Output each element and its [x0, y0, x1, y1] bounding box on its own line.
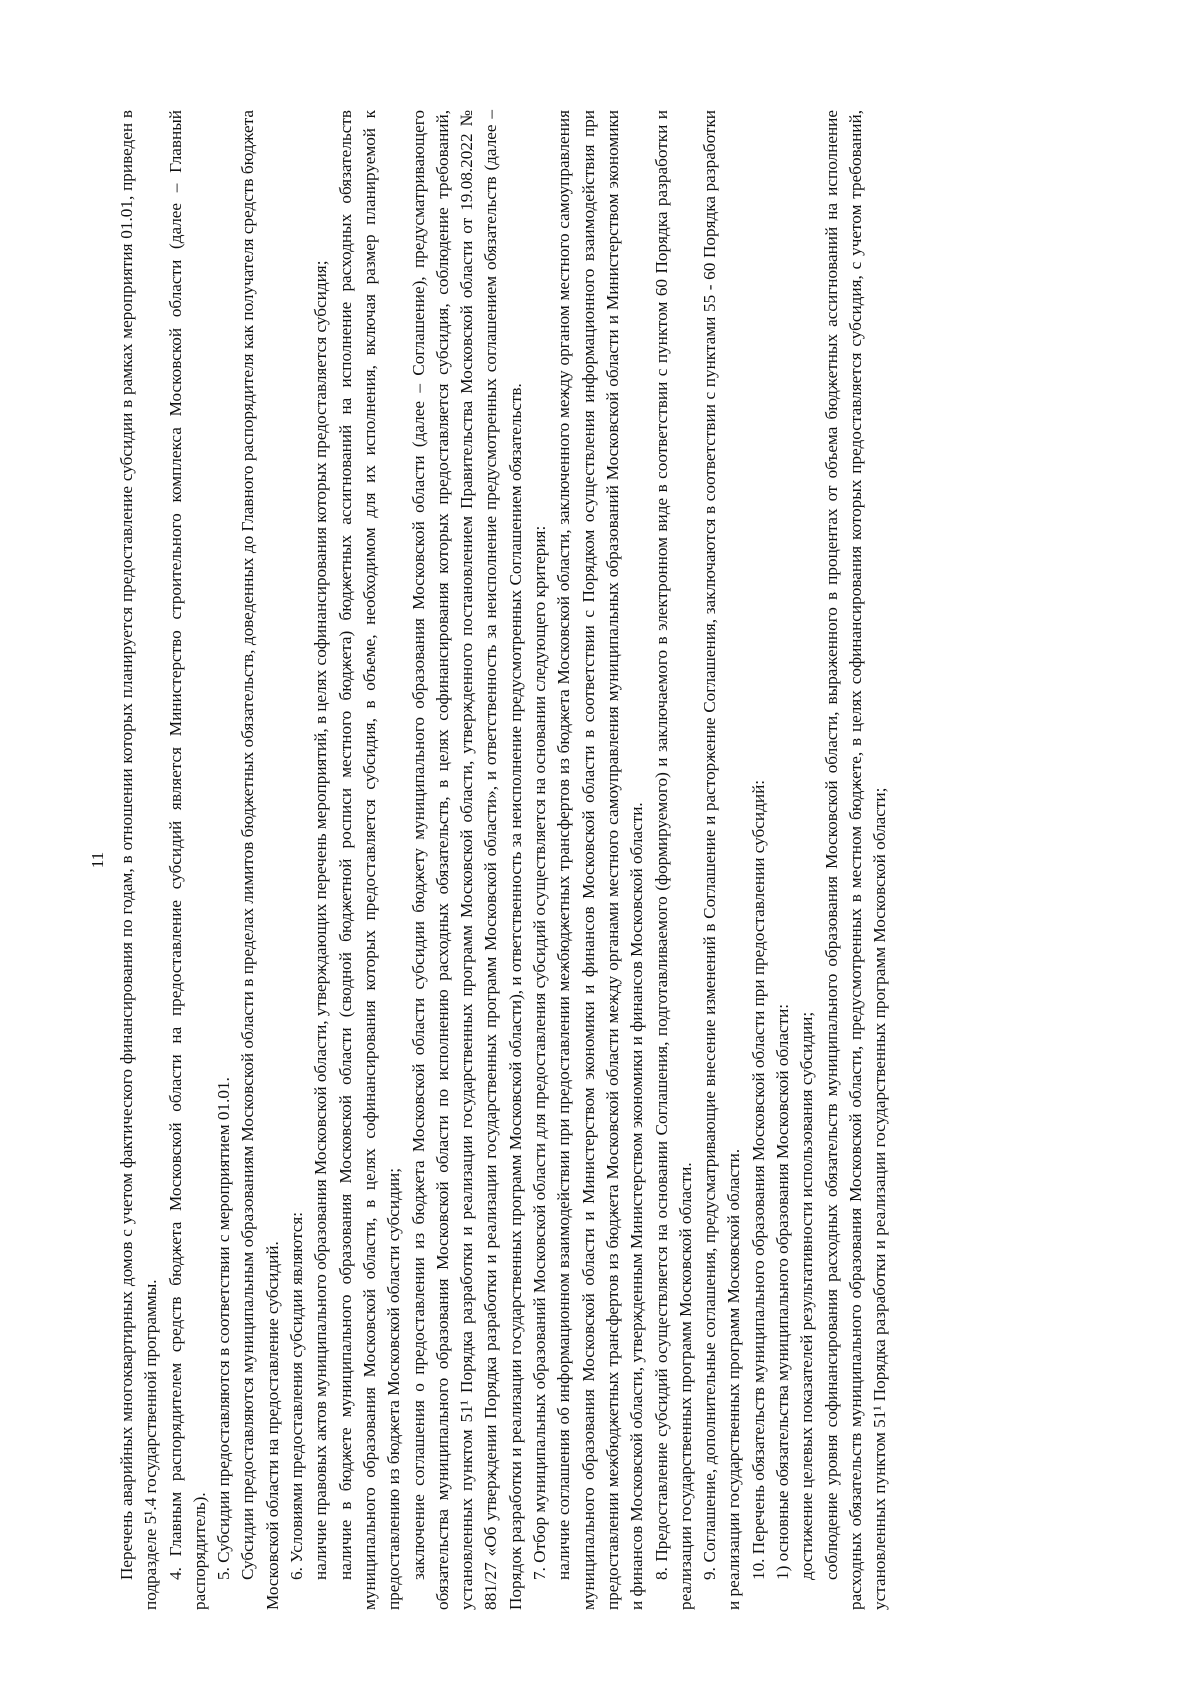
paragraph: 10. Перечень обязательств муниципального образования Московской области при предоставлении субсидий: [748, 779, 768, 1580]
paragraph: 9. Соглашение, дополнительные соглашения, предусматривающие внесение изменений в Соглашение и расторжение Соглашения, заключаются в соответствии с пунктами 55 - 60 Порядка разработки и реализации государственных программ Московской области. [700, 110, 744, 1610]
page-number: 11 [88, 851, 107, 869]
paragraph: 1) основные обязательства муниципального образования Московской области: [773, 1003, 793, 1580]
paragraph: наличие в бюджете муниципального образования Московской области (сводной бюджетной росписи местного бюджета) бюджетных ассигнований на исполнение расходных обязательств муниципального образования Московской области, в целях софинансирования которых предоставляется субсидия, в объеме, необходимом для их исполнения, включая размер планируемой к предоставлению из бюджета Московской области субсидии; [335, 110, 404, 1610]
paragraph: 4. Главным распорядителем средств бюджета Московской области на предоставление субсидий является Министерство строительного комплекса Московской области (далее – Главный распорядитель). [165, 110, 209, 1610]
paragraph: 6. Условиями предоставления субсидии являются: [287, 1211, 307, 1580]
paragraph: Перечень аварийных многоквартирных домов с учетом фактического финансирования по годам, в отношении которых планируется предоставление субсидии в рамках мероприятия 01.01, приведен в подразделе 5¹.4 государственной программы. [117, 110, 161, 1610]
rotated-page [60, 80, 1180, 1640]
paragraph: наличие правовых актов муниципального образования Московской области, утверждающих перечень мероприятий, в целях софинансирования которых предоставляется субсидия; [311, 260, 331, 1580]
paragraph: 5. Субсидии предоставляются в соответствии с мероприятием 01.01. [214, 1077, 234, 1580]
paragraph: достижение целевых показателей результативности использования субсидии; [797, 1011, 817, 1580]
paragraph: наличие соглашения об информационном взаимодействии при предоставлении межбюджетных трансфертов из бюджета Московской области, заключенного между органом местного самоуправления муниципального образования Московской области и Министерством экономики и финансов Московской области в соответствии с Порядком осуществления информационного взаимодействия при предоставлении межбюджетных трансфертов из бюджета Московской области между органами местного самоуправления муниципальных образований Московской области и Министерством экономики и финансов Московской области, утвержденным Министерством экономики и финансов Московской области. [554, 110, 647, 1610]
paragraph: заключение соглашения о предоставлении из бюджета Московской области субсидии бюджету муниципального образования Московской области (далее – Соглашение), предусматривающего обязательства муниципального образования Московской области по исполнению расходных обязательств, в целях софинансирования которых предоставляется субсидия, соблюдение требований, установленных пунктом 51¹ Порядка разработки и реализации государственных программ Московской области, утвержденного постановлением Правительства Московской области от 19.08.2022 № 881/27 «Об утверждении Порядка разработки и реализации государственных программ Московской области», и ответственность за неисполнение предусмотренных соглашением обязательств (далее – Порядок разработки и реализации государственных программ Московской области), и ответственность за неисполнение предусмотренных Соглашением обязательств. [408, 110, 525, 1610]
paragraph: 7. Отбор муниципальных образований Московской области для предоставления субсидий осуществляется на основании следующего критерия: [530, 525, 550, 1580]
document-body [115, 110, 893, 1610]
paragraph: 8. Предоставление субсидий осуществляется на основании Соглашения, подготавливаемого (формируемого) и заключаемого в электронном виде в соответствии с пунктом 60 Порядка разработки и реализации государственных программ Московской области. [651, 110, 695, 1610]
paragraph: соблюдение уровня софинансирования расходных обязательств муниципального образования Московской области, выраженного в процентах от объема бюджетных ассигнований на исполнение расходных обязательств муниципального образования Московской области, предусмотренных в местном бюджете, в целях софинансирования которых предоставляется субсидия, с учетом требований, установленных пунктом 51¹ Порядка разработки и реализации государственных программ Московской области; [821, 110, 890, 1610]
paragraph: Субсидии предоставляются муниципальным образованиям Московской области в пределах лимитов бюджетных обязательств, доведенных до Главного распорядителя как получателя средств бюджета Московской области на предоставление субсидий. [238, 110, 282, 1610]
